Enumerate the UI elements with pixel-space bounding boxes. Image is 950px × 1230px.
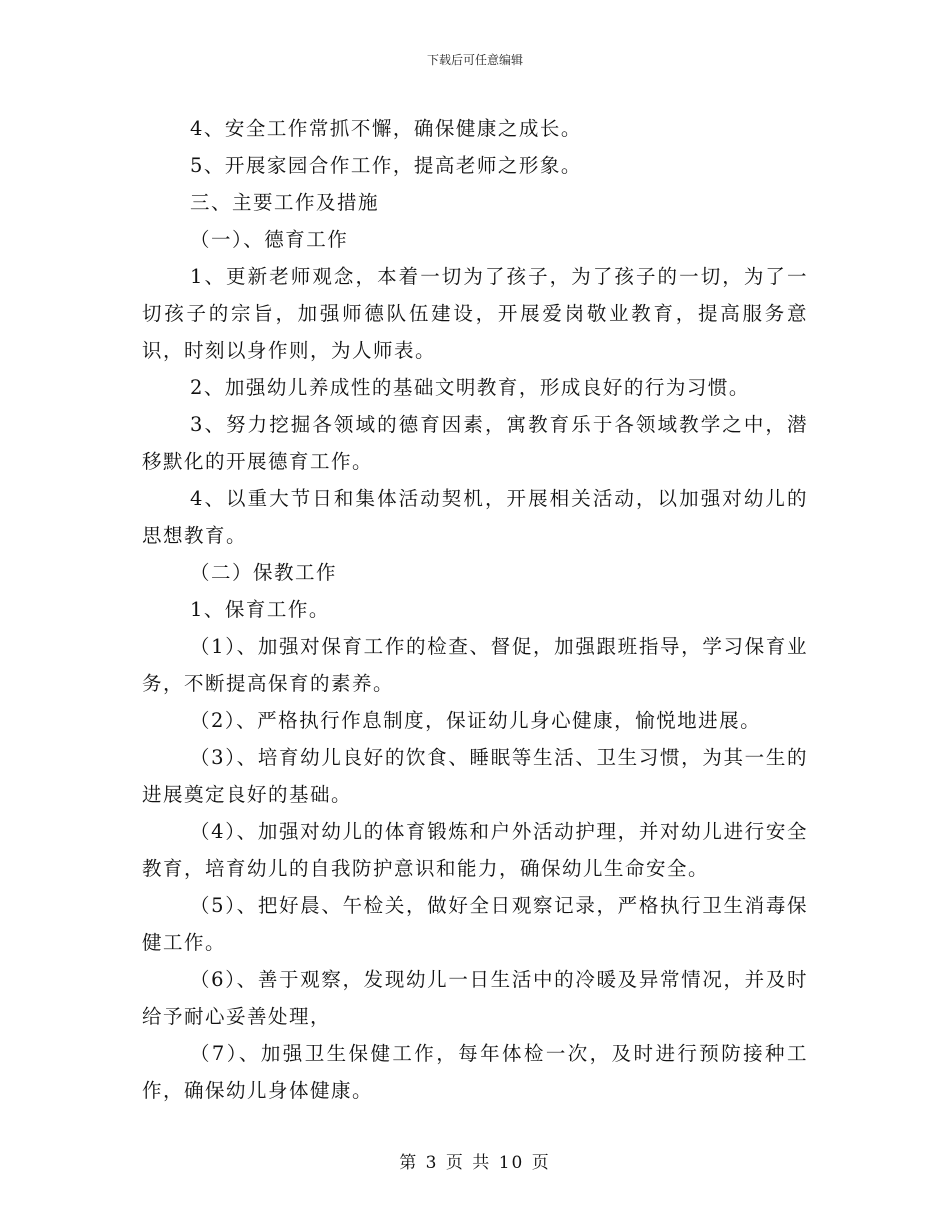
paragraph: 2、加强幼儿养成性的基础文明教育，形成良好的行为习惯。 [190,376,750,399]
paragraph: （4）、加强对幼儿的体育锻炼和户外活动护理，并对幼儿进行安全教育，培育幼儿的自我防护意识和能力，确保幼儿生命安全。 [142,820,808,880]
paragraph: （6）、善于观察，发现幼儿一日生活中的冷暖及异常情况，并及时给予耐心妥善处理， [142,968,808,1028]
page-number: 第 3 页 共 10 页 [399,1153,551,1173]
page-header: 下载后可任意编辑 [426,53,523,67]
document-body [142,110,808,1109]
paragraph: 1、保育工作。 [190,598,330,621]
paragraph: （7）、加强卫生保健工作，每年体检一次，及时进行预防接种工作，确保幼儿身体健康。 [142,1042,808,1102]
paragraph: 4、安全工作常抓不懈，确保健康之成长。 [190,117,582,140]
paragraph: （1）、加强对保育工作的检查、督促，加强跟班指导，学习保育业务，不断提高保育的素养。 [142,635,808,695]
section-heading: 三、主要工作及措施 [190,191,380,214]
paragraph: （3）、培育幼儿良好的饮食、睡眠等生活、卫生习惯，为其一生的进展奠定良好的基础。 [142,746,808,806]
subsection-heading: （二）保教工作 [190,561,338,584]
paragraph: 1、更新老师观念，本着一切为了孩子，为了孩子的一切，为了一切孩子的宗旨，加强师德队伍建设，开展爱岗敬业教育，提高服务意识，时刻以身作则，为人师表。 [142,265,808,362]
paragraph: 5、开展家园合作工作，提高老师之形象。 [190,154,582,177]
paragraph: 4、以重大节日和集体活动契机，开展相关活动，以加强对幼儿的思想教育。 [142,487,808,547]
paragraph: （5）、把好晨、午检关，做好全日观察记录，严格执行卫生消毒保健工作。 [142,894,808,954]
subsection-heading: （一）、德育工作 [190,228,349,251]
paragraph: 3、努力挖掘各领域的德育因素，寓教育乐于各领域教学之中，潜移默化的开展德育工作。 [142,413,808,473]
paragraph: （2）、严格执行作息制度，保证幼儿身心健康，愉悦地进展。 [190,709,762,732]
